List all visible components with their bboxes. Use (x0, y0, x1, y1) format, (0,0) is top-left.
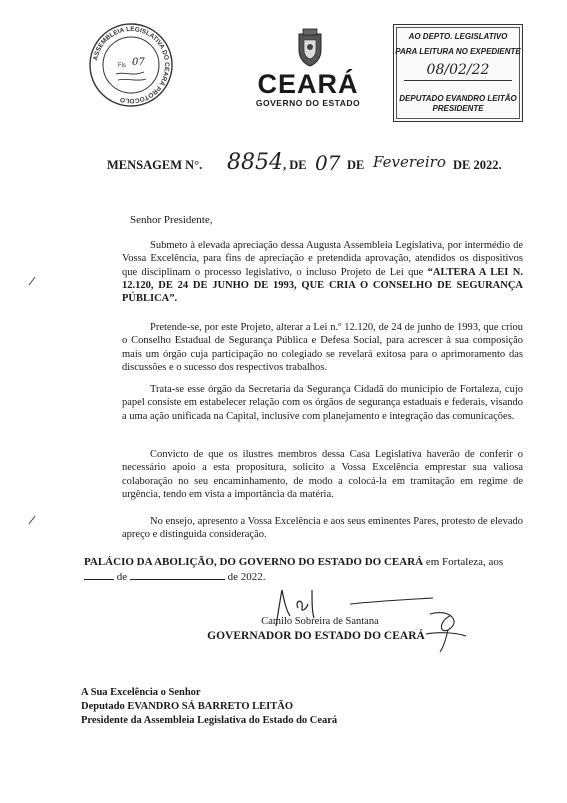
dispatch-stamp-line1: AO DEPTO. LEGISLATIVO (408, 32, 508, 41)
place-city: em Fortaleza, aos (423, 556, 504, 568)
protocol-ring-text: ASSEMBLEIA LEGISLATIVA DO CEARÁ PROTOCOLO (92, 25, 171, 105)
dispatch-stamp (393, 24, 523, 122)
message-prefix: MENSAGEM N°. (107, 158, 203, 172)
message-month: Fevereiro (373, 153, 446, 171)
dispatch-stamp-line4: PRESIDENTE (432, 104, 484, 113)
message-day: 07 (315, 151, 341, 175)
addressee-line-1: A Sua Excelência o Senhor (81, 687, 201, 698)
addressee-line-3: Presidente da Assembleia Legislativa do Estado do Ceará (81, 715, 338, 726)
protocol-stamp (88, 22, 174, 108)
margin-mark-icon (28, 515, 36, 525)
protocol-fls-label: Fls (118, 63, 126, 69)
date-year: de 2022. (227, 571, 266, 583)
governor-title: GOVERNADOR DO ESTADO DO CEARÁ (207, 630, 425, 642)
dispatch-stamp-line2: PARA LEITURA NO EXPEDIENTE (395, 47, 521, 56)
paragraph-5: No ensejo, apresento a Vossa Excelência e aos seus eminentes Pares, protesto de elevado apreço e distinguida consideração. (122, 516, 523, 541)
government-brand (238, 70, 378, 108)
brand-subtitle: GOVERNO DO ESTADO (255, 98, 361, 108)
coat-of-arms-icon (293, 28, 327, 68)
dispatch-stamp-line3: DEPUTADO EVANDRO LEITÃO (399, 94, 517, 103)
palace-name: PALÁCIO DA ABOLIÇÃO, DO GOVERNO DO ESTADO DO CEARÁ (84, 556, 424, 568)
dispatch-stamp-date: 08/02/22 (426, 62, 490, 78)
message-year: DE 2022. (453, 158, 502, 172)
paragraph-1-text: Submeto à elevada apreciação dessa Augusta Assembleia Legislativa, por intermédio de Vossa Excelência, para fins de apreciação e pretendida aprovação, atendidos os dispositivos que disciplinam o processo legislativo, o incluso Projeto de Lei que (122, 240, 523, 278)
paragraph-2: Pretende-se, por este Projeto, alterar a Lei n.º 12.120, de 24 de junho de 1993, que criou o Conselho Estadual de Segurança Pública e Defesa Social, para acrescer à sua composição mais um órgão cuja participação no colegiado se revelará exitosa para o aprimoramento das discussões e o sucesso dos respectivos trabalhos. (122, 322, 523, 373)
brand-title: CEARÁ (257, 69, 359, 99)
salutation: Senhor Presidente, (130, 214, 213, 226)
governor-name: Camilo Sobreira de Santana (261, 616, 379, 627)
paragraph-3: Trata-se esse órgão da Secretaria da Segurança Cidadã do município de Fortaleza, cujo papel consiste em estabelecer relação com os órgãos de segurança estaduais e federais, visando a uma ação unificada na Capital, inclusive com planejamento e integração das comunicações. (122, 384, 523, 422)
margin-mark-icon (28, 276, 36, 286)
message-de-1: , DE (283, 158, 307, 172)
protocol-handwritten-number: 07 (132, 57, 145, 68)
date-de: de (116, 571, 128, 583)
message-number: 8854 (227, 150, 283, 175)
paragraph-4: Convicto de que os ilustres membros dessa Casa Legislativa haverão de conferir o necessário apoio a esta propositura, solicito a Vossa Excelência emprestar sua valiosa colaboração no seu encaminhamento, de modo a colocá-la em tramitação em regime de urgência, tendo em vista a importância da matéria. (122, 449, 523, 500)
protocol-stamp-graphic (88, 22, 174, 108)
initials-scribble-icon (420, 604, 470, 654)
paragraph-1 (122, 239, 523, 305)
addressee-line-2: Deputado EVANDRO SÁ BARRETO LEITÃO (81, 701, 293, 712)
message-line (107, 150, 527, 180)
place-date-line (84, 556, 524, 584)
message-de-2: DE (347, 158, 365, 172)
bill-title: “ALTERA A LEI N. 12.120, DE 24 DE JUNHO DE 1993, QUE CRIA O CONSELHO DE SEGURANÇA PÚBLICA”. (122, 266, 523, 305)
